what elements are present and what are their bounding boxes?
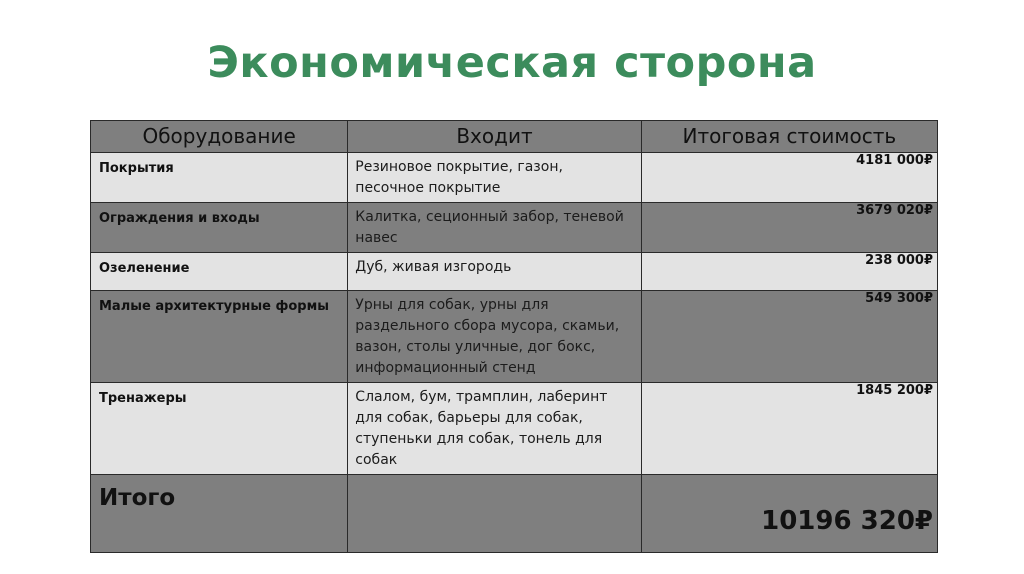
item-includes: Калитка, сеционный забор, теневой навес — [355, 209, 624, 246]
slide-title: Экономическая сторона — [207, 38, 817, 88]
cost-table — [90, 120, 938, 553]
total-row — [91, 475, 938, 553]
item-cost: 4181 000₽ — [856, 153, 933, 168]
item-name: Ограждения и входы — [99, 211, 260, 226]
header-total-cost: Итоговая стоимость — [641, 121, 937, 153]
table-row — [91, 253, 938, 291]
total-includes — [348, 475, 640, 482]
header-equipment: Оборудование — [91, 121, 348, 153]
item-cost: 549 300₽ — [865, 291, 933, 306]
table-row — [91, 153, 938, 203]
item-name: Озеленение — [99, 261, 190, 276]
item-includes: Урны для собак, урны для раздельного сбора мусора, скамьи, вазон, столы уличные, дог бокс, информационный стенд — [355, 297, 620, 376]
table-row — [91, 291, 938, 383]
item-name: Покрытия — [99, 161, 174, 176]
item-includes: Дуб, живая изгородь — [355, 259, 512, 275]
item-includes: Резиновое покрытие, газон, песочное покрытие — [355, 159, 563, 196]
item-cost: 1845 200₽ — [856, 383, 933, 398]
table-header-row — [91, 121, 938, 153]
table-row — [91, 203, 938, 253]
item-cost: 3679 020₽ — [856, 203, 933, 218]
item-name: Малые архитектурные формы — [99, 299, 329, 314]
item-cost: 238 000₽ — [865, 253, 933, 268]
total-label: Итого — [99, 485, 176, 511]
total-cost: 10196 320₽ — [761, 506, 933, 536]
item-name: Тренажеры — [99, 391, 187, 406]
header-includes: Входит — [348, 121, 641, 153]
item-includes: Слалом, бум, трамплин, лаберинт для собак, барьеры для собак, ступеньки для собак, тонель для собак — [355, 389, 608, 468]
table-row — [91, 383, 938, 475]
